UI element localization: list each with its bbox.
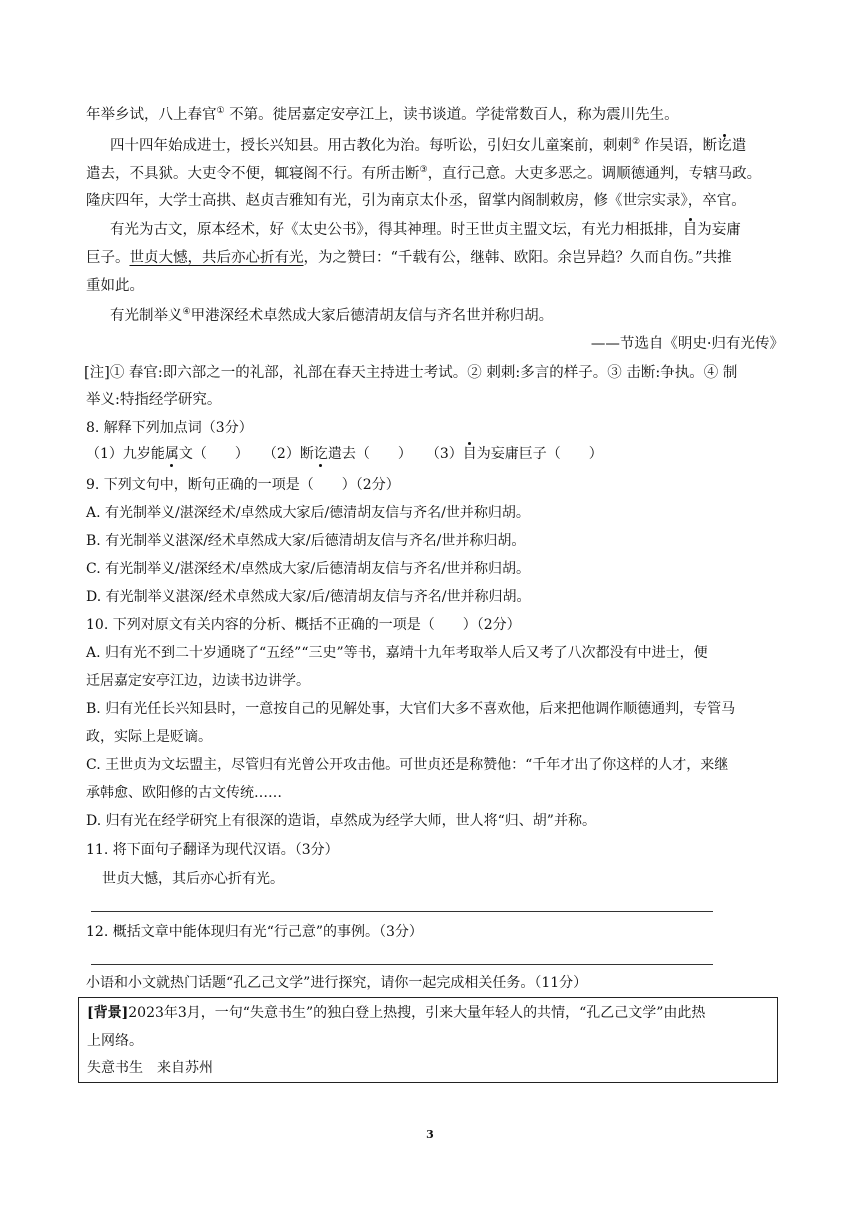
- dotted-word: 讫: [313, 446, 328, 462]
- question-10-option-c[interactable]: C. 王世贞为文坛盟主，尽管归有光曾公开攻击他。可世贞还是称赞他：“千年才出了你这样的人才，来继: [86, 757, 729, 773]
- passage-text: 作吴语，断: [640, 138, 718, 154]
- q8-answer-blank-1[interactable]: 文（ ）: [178, 446, 249, 462]
- notes-line-2: 举义:特指经学研究。: [86, 392, 222, 408]
- passage-line-5: [110, 220, 810, 240]
- footnote-marker: ③: [419, 165, 428, 175]
- passage-text: ，直行己意。大吏多恶之。调顺德通判，专辖马政。: [427, 166, 762, 182]
- page-number: 3: [426, 1128, 434, 1141]
- question-11-title: 11. 将下面句子翻译为现代汉语。（3分）: [86, 842, 339, 858]
- passage-text: 遣去，不具狱。大吏令不便，辄寝阁不行。有所击断: [86, 166, 420, 182]
- dotted-word: 属: [164, 446, 179, 462]
- passage-line-8: [110, 306, 810, 326]
- background-text: 2023年3月，一句“失意书生”的独白登上热搜，引来大量年轻人的共情，“孔乙己文学”由此热: [128, 1005, 706, 1021]
- background-line-3: 失意书生 来自苏州: [87, 1060, 213, 1076]
- passage-text: 有光制举义: [110, 308, 183, 324]
- dotted-word: 目: [462, 446, 477, 462]
- task-intro: 小语和小文就热门话题“孔乙己文学”进行探究，请你一起完成相关任务。（11分）: [86, 975, 588, 991]
- footnote-marker: ①: [216, 106, 225, 116]
- q8-item-text: （2）断: [262, 446, 314, 462]
- passage-text: 四十四年始成进士，授长兴知县。用古教化为治。每听讼，引妇女儿童案前，刺刺: [110, 138, 632, 154]
- question-9-title: 9. 下列文句中，断句正确的一项是（ ）（2分）: [86, 477, 400, 493]
- background-box: [78, 997, 778, 1083]
- passage-text: 甲港深经术卓然成大家后德清胡友信与齐名世并称归胡。: [190, 308, 554, 324]
- passage-line-1: [86, 105, 786, 125]
- passage-text: 为妄庸: [697, 222, 741, 238]
- question-11-sentence: 世贞大憾，其后亦心折有光。: [102, 871, 284, 887]
- passage-text: ，为之赞曰：“千载有公，继韩、欧阳。余岂异趋？久而自伤。”共推: [303, 250, 732, 266]
- passage-text: 年举乡试，八上春官: [86, 107, 217, 123]
- background-line-1: [87, 1003, 787, 1023]
- q8-item-text: （1）九岁能: [86, 446, 165, 462]
- question-11-answer-line[interactable]: [91, 911, 713, 912]
- passage-line-7: 重如此。: [86, 278, 144, 294]
- dotted-word: 目: [682, 222, 698, 238]
- q8-answer-blank-3[interactable]: 为妄庸巨子（ ）: [476, 446, 603, 462]
- passage-source: ——节选自《明史·归有光传》: [590, 336, 784, 352]
- question-9-option-c[interactable]: C. 有光制举义/湛深经术/卓然成大家/后德清胡友信与齐名/世并称归胡。: [86, 561, 530, 577]
- underlined-sentence: 世贞大憾，共后亦心折有光: [129, 250, 304, 266]
- passage-line-6: [86, 248, 786, 268]
- question-12-answer-line[interactable]: [91, 964, 713, 965]
- passage-text: 不第。徙居嘉定安亭江上，读书谈道。学徒常数百人，称为震川先生。: [224, 107, 679, 123]
- question-9-option-d[interactable]: D. 有光制举义湛深/经术卓然成大家/后/德清胡友信与齐名/世并称归胡。: [86, 589, 531, 605]
- question-10-option-b[interactable]: B. 归有光任长兴知县时，一意按自己的见解处事，大官们大多不喜欢他，后来把他调作顺德通判，专管马: [86, 701, 736, 717]
- footnote-marker: ④: [182, 307, 191, 317]
- question-10-option-a[interactable]: A. 归有光不到二十岁通晓了“五经”“三史”等书，嘉靖十九年考取举人后又考了八次都没有中进士，便: [86, 645, 708, 661]
- question-12-title: 12. 概括文章中能体现归有光“行己意”的事例。（3分）: [86, 924, 423, 940]
- passage-text: 遣: [731, 138, 747, 154]
- dotted-word: 讫: [717, 138, 732, 154]
- question-8-items: [86, 444, 786, 464]
- passage-line-4: 隆庆四年，大学士高拱、赵贞吉雅知有光，引为南京太仆丞，留掌内阁制敕房，修《世宗实录》，卒官。: [86, 193, 746, 209]
- q8-item-text: （3）: [425, 446, 463, 462]
- question-9-option-a[interactable]: A. 有光制举义/湛深经术/卓然成大家后/德清胡友信与齐名/世并称归胡。: [86, 505, 530, 521]
- q8-answer-blank-2[interactable]: 遣去（ ）: [327, 446, 412, 462]
- footnote-marker: ②: [632, 137, 641, 147]
- question-10-option-a-cont: 迁居嘉定安亭江边，边读书边讲学。: [86, 673, 310, 689]
- question-9-option-b[interactable]: B. 有光制举义湛深/经术卓然成大家/后德清胡友信与齐名/世并称归胡。: [86, 533, 526, 549]
- question-8-title: 8. 解释下列加点词（3分）: [86, 420, 253, 436]
- passage-line-2: [110, 136, 810, 156]
- background-line-2: 上网络。: [87, 1033, 143, 1049]
- question-10-option-c-cont: 承韩愈、欧阳修的古文传统……: [86, 785, 282, 801]
- passage-text: 有光为古文，原本经术，好《太史公书》，得其神理。时王世贞主盟文坛，有光力相抵排，: [110, 222, 683, 238]
- passage-text: 巨子。: [86, 250, 130, 266]
- question-10-title: 10. 下列对原文有关内容的分析、概括不正确的一项是（ ）（2分）: [86, 617, 521, 633]
- background-label: [背景]: [87, 1005, 129, 1021]
- passage-line-3: [86, 164, 786, 184]
- notes-line-1: [注]① 春官:即六部之一的礼部，礼部在春天主持进士考试。② 刺刺:多言的样子。③ 击断:争执。④ 制: [84, 365, 738, 381]
- question-10-option-d[interactable]: D. 归有光在经学研究上有很深的造诣，卓然成为经学大师，世人将“归、胡”并称。: [86, 813, 596, 829]
- question-10-option-b-cont: 政，实际上是贬谪。: [86, 729, 212, 745]
